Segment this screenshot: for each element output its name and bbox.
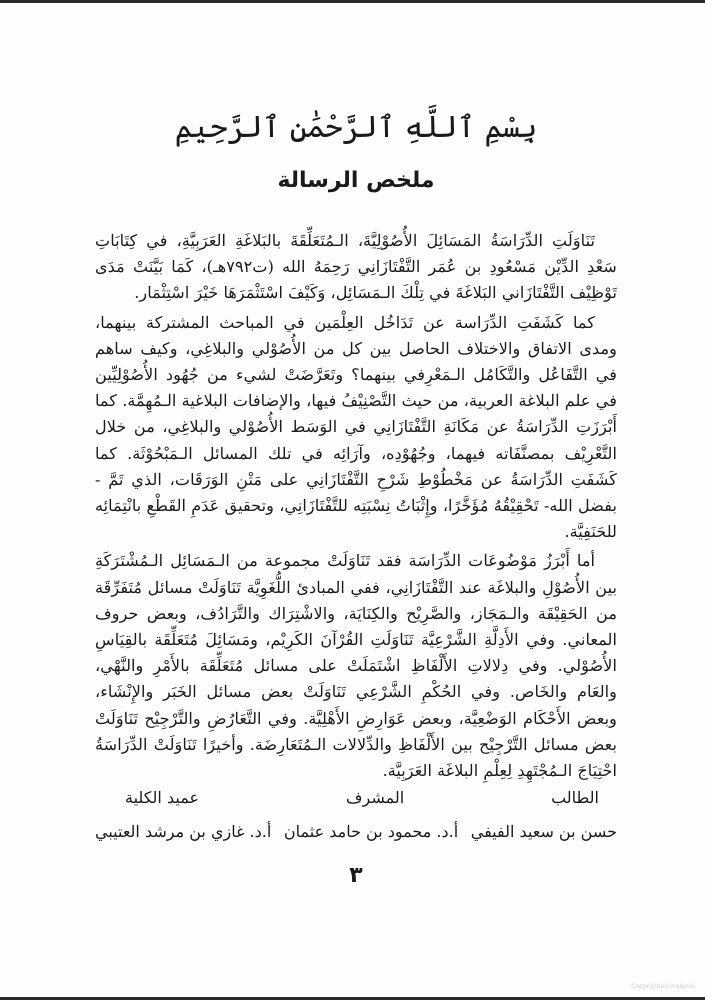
paragraph-topics: أما أَبْرَزُ مَوْضُوعَات الدِّرَاسَة فقد تَنَاوَلَتْ مجموعة من الـمَسَائِل الـمُشْتَرَكَةِ بين الأُصُوْلِ والبلاغَة عند التَّفْتَازَانِي، ففي المبادئ اللُّغَوِيَّة تَنَاوَلَتْ مسائل مُتَفَرِّقَة من الحَقِيْقَة والـمَجَاز، والصَّرِيْح والكِنَايَة، والاشْتِرَاك والتَّرَادُف، وبعض حروف المعاني. وفي الأَدِلَّةِ الشَّرْعِيَّة تَنَاوَلَتِ القُرْآنَ الكَرِيْم، ومَسَائِلَ مُتَعَلِّقَة بالقِيَاسِ الأُصُوْلي. وفي دِلالاتِ الأَلْفَاظِ اشْتَمَلَتْ على مسائل مُتَعَلِّقَة بالأَمْرِ والنَّهْي، والعَام والخَاص. وفي الحُكْمِ الشَّرْعِي تَنَاوَلَتْ بعض مسائل الخَبَر والإِنْشَاء، وبعض الأَحْكَام الوَضْعِيَّة، وبعض عَوَارِضِ الأَهْلِيَّة. وفي التَّعَارُضِ والتَّرْجِيْح تَنَاوَلَتْ بعض مسائل التَّرْجِيْح بين الأَلْفَاظِ والدِّلالات الـمُتَعَارِضَة. وأخيرًا تَنَاوَلَتْ الدِّرَاسَةُ احْتِيَاجَ الـمُجْتَهِدِ لِعِلْمِ البلاغَة العَرَبِيَّة.: [95, 551, 617, 781]
signature-names: [95, 819, 617, 845]
supervisor-role: المشرف: [345, 788, 405, 808]
paragraph-findings: كما كَشَفَتِ الدِّرَاسة عن تَدَاخُل العِلْمَين في المباحث المشتركة بينهما، ومدى الاتفاق والاختلاف الحاصل بين كل من الأُصُوْلي والبلاغِي، وكيف ساهم في التَّفَاعُل والتَّكَامُل الـمَعْرِفي بينهما؟ وتَعَرَّضَتْ لشيء من جُهُود الأُصُوْلِيِّين في علم البلاغة العربية، من حيث التَّصْنِيْفُ فيها، والإضافات البلاغية الـمُهِمَّة. كما أَبْرَزَتِ الدِّرَاسَةُ عن مَكَانَةِ التَّفْتَازَانِي في الوَسَط الأُصُوْلي والبلاغِي، من خلال التَّعْرِيْف بمصنَّفَاته فيهما، وجُهُوْدِه، وآرَائِه في تلك المسائل الـمَبْحُوْثَة. كما كَشَفَتِ الدِّرَاسَةُ عن مَخْطُوْطِ شَرْحِ التَّفْتَازَانِي على مَتْنِ الوَرَقَات، الذي تَمَّ - بفضل الله- تَحْقِيْقُهُ مُؤَخَّرًا، وإِثْبَاتُ نِسْبَتِه للتَّفْتَازَانِي، وتحقيق عَدَمِ القَطْعِ بانْتِمَائِه للحَنَفِيَّة.: [95, 312, 617, 542]
copyright-watermark: Copyrighted material: [631, 983, 695, 990]
signature-roles: [95, 785, 617, 811]
student-role: الطالب: [551, 788, 599, 808]
page-title: ملخص الرسالة: [277, 168, 435, 193]
student-name: حسن بن سعيد الفيفي: [470, 822, 617, 842]
supervisor-name: أ.د. محمود بن حامد عثمان: [283, 822, 459, 842]
dean-role: عميد الكلية: [125, 788, 199, 808]
basmala: بِسْمِ ٱللَّهِ ٱلرَّحْمَٰنِ ٱلرَّحِيمِ: [174, 110, 538, 145]
paragraph-intro: تَنَاوَلَتِ الدِّرَاسَةُ المَسَائِلَ الأُصُوْلِيَّةَ، الـمُتَعَلِّقَةَ بالبَلاغَةِ العَرَبِيَّةِ، في كِتَابَاتِ سَعْدِ الدِّيْن مَسْعُودِ بن عُمَر التَّفْتَازَانِي رَحِمَهُ الله (ت٧٩٢هـ)، كَمَا بَيَّنَتْ مَدَى تَوْظِيْف التَّفْتَازَاني البَلاغَةَ في تِلْكَ الـمَسَائِل، وَكَيْفَ اسْتَثْمَرَهَا خَيْرَ اسْتِثْمَار.: [95, 231, 617, 303]
page-number: ٣: [349, 863, 363, 889]
document-page: [95, 108, 617, 888]
dean-name: أ.د. غازي بن مرشد العتيبي: [95, 822, 272, 842]
top-border: [0, 0, 705, 3]
